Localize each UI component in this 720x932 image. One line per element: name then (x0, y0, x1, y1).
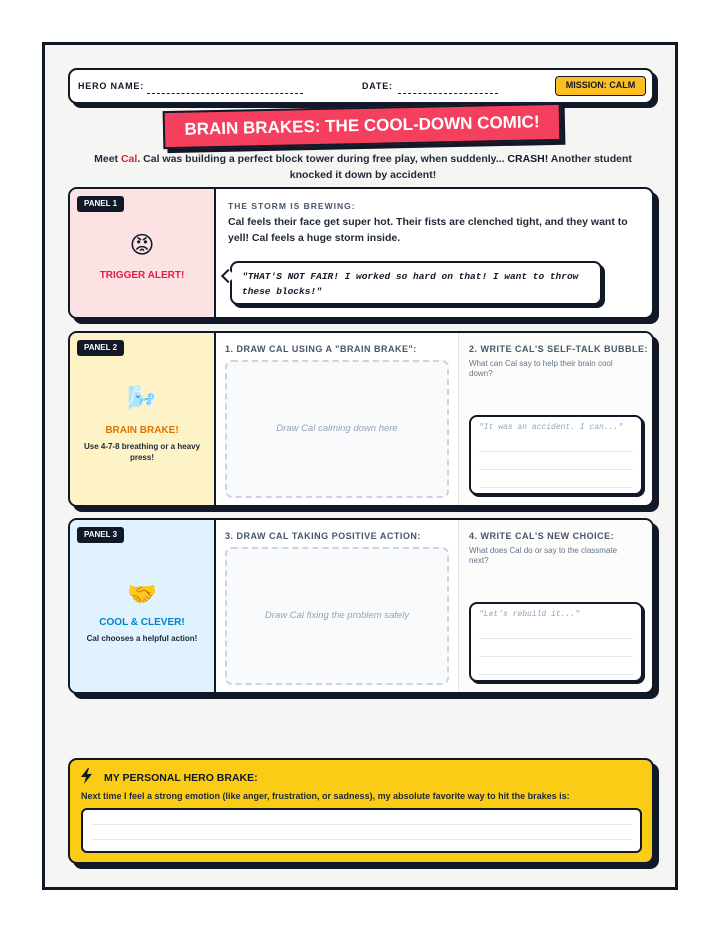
panel-2-write-heading: 2. WRITE CAL'S SELF-TALK BUBBLE: (469, 344, 648, 354)
panel-1-heading: THE STORM IS BREWING: (228, 201, 356, 211)
panel-2-write-placeholder: "It was an accident. I can..." (479, 423, 624, 432)
panel-3-draw-heading: 3. DRAW CAL TAKING POSITIVE ACTION: (225, 531, 421, 541)
page-title: BRAIN BRAKES: THE COOL-DOWN COMIC! (163, 103, 562, 149)
panel-3-write-heading: 4. WRITE CAL'S NEW CHOICE: (469, 531, 615, 541)
panel-2-draw-area[interactable]: Draw Cal calming down here (225, 360, 449, 498)
panel-3-side-sub: Cal chooses a helpful action! (86, 634, 198, 643)
panel-3-write-sub: What does Cal do or say to the classmate next? (469, 546, 618, 565)
mission-badge: MISSION: CALM (555, 76, 646, 96)
panel-3-side-title: COOL & CLEVER! (99, 617, 185, 628)
panel-2-tag: PANEL 2 (77, 340, 124, 356)
intro-part2: Another student knocked it down by accident! (289, 153, 632, 181)
header-bar (68, 68, 654, 104)
worksheet (42, 42, 678, 890)
panel-1 (68, 187, 654, 319)
panel-3-draw-area[interactable]: Draw Cal fixing the problem safely (225, 547, 449, 685)
write-line (479, 469, 633, 470)
panel-2 (68, 331, 654, 507)
panel-2-draw-heading: 1. DRAW CAL USING A "BRAIN BRAKE": (225, 344, 417, 354)
panel-2-side-title: BRAIN BRAKE! (105, 425, 179, 436)
write-line (479, 487, 633, 488)
panel-3 (68, 518, 654, 694)
write-line (91, 839, 632, 840)
write-line (91, 824, 632, 825)
write-line (479, 656, 633, 657)
panel-1-text: Cal feels their face get super hot. Their fists are clenched tight, and they want to yell! Cal feels a huge storm inside. (228, 216, 628, 244)
lightning-bolt-icon (80, 768, 94, 784)
panel-1-side-title: TRIGGER ALERT! (99, 270, 185, 281)
intro-crash: CRASH! (507, 153, 549, 165)
panel-3-write-placeholder: "Let's rebuild it..." (479, 610, 580, 619)
personal-brake-answer-field[interactable] (81, 808, 642, 853)
panel-2-side (70, 333, 216, 505)
intro-name: Cal (120, 153, 138, 165)
panel-3-write-column (458, 520, 652, 692)
write-line (479, 674, 633, 675)
panel-3-side (70, 520, 216, 692)
write-line (479, 451, 633, 452)
panel-2-side-sub: Use 4-7-8 breathing or a heavy press! (83, 442, 201, 462)
date-label: DATE: (362, 81, 393, 91)
handshake-icon: 🤝 (127, 581, 157, 608)
panel-3-tag: PANEL 3 (77, 527, 124, 543)
panel-1-tag: PANEL 1 (77, 196, 124, 212)
hero-name-field[interactable] (147, 93, 303, 94)
hero-name-label: HERO NAME: (78, 81, 144, 91)
write-line (479, 638, 633, 639)
angry-face-icon: 😡 (129, 232, 155, 259)
panel-2-write-sub: What can Cal say to help their brain cool down? (469, 359, 613, 378)
speech-bubble: "THAT'S NOT FAIR! I worked so hard on that! I want to throw these blocks!" (230, 261, 602, 305)
panel-2-write-box[interactable] (469, 415, 643, 495)
intro-text (75, 151, 651, 183)
wind-face-icon: 🌬️ (127, 385, 157, 412)
panel-3-write-box[interactable] (469, 602, 643, 682)
intro-part1: . Cal was building a perfect block tower during free play, when suddenly... (137, 153, 508, 165)
date-field[interactable] (398, 93, 498, 94)
panel-2-write-column (458, 333, 652, 505)
intro-meet: Meet (94, 153, 121, 165)
personal-brake-text: Next time I feel a strong emotion (like anger, frustration, or sadness), my absolute favorite way to hit the brakes is: (81, 791, 570, 801)
personal-brake-box (68, 758, 654, 864)
personal-brake-heading: MY PERSONAL HERO BRAKE: (104, 772, 258, 784)
panel-1-side (70, 189, 216, 317)
